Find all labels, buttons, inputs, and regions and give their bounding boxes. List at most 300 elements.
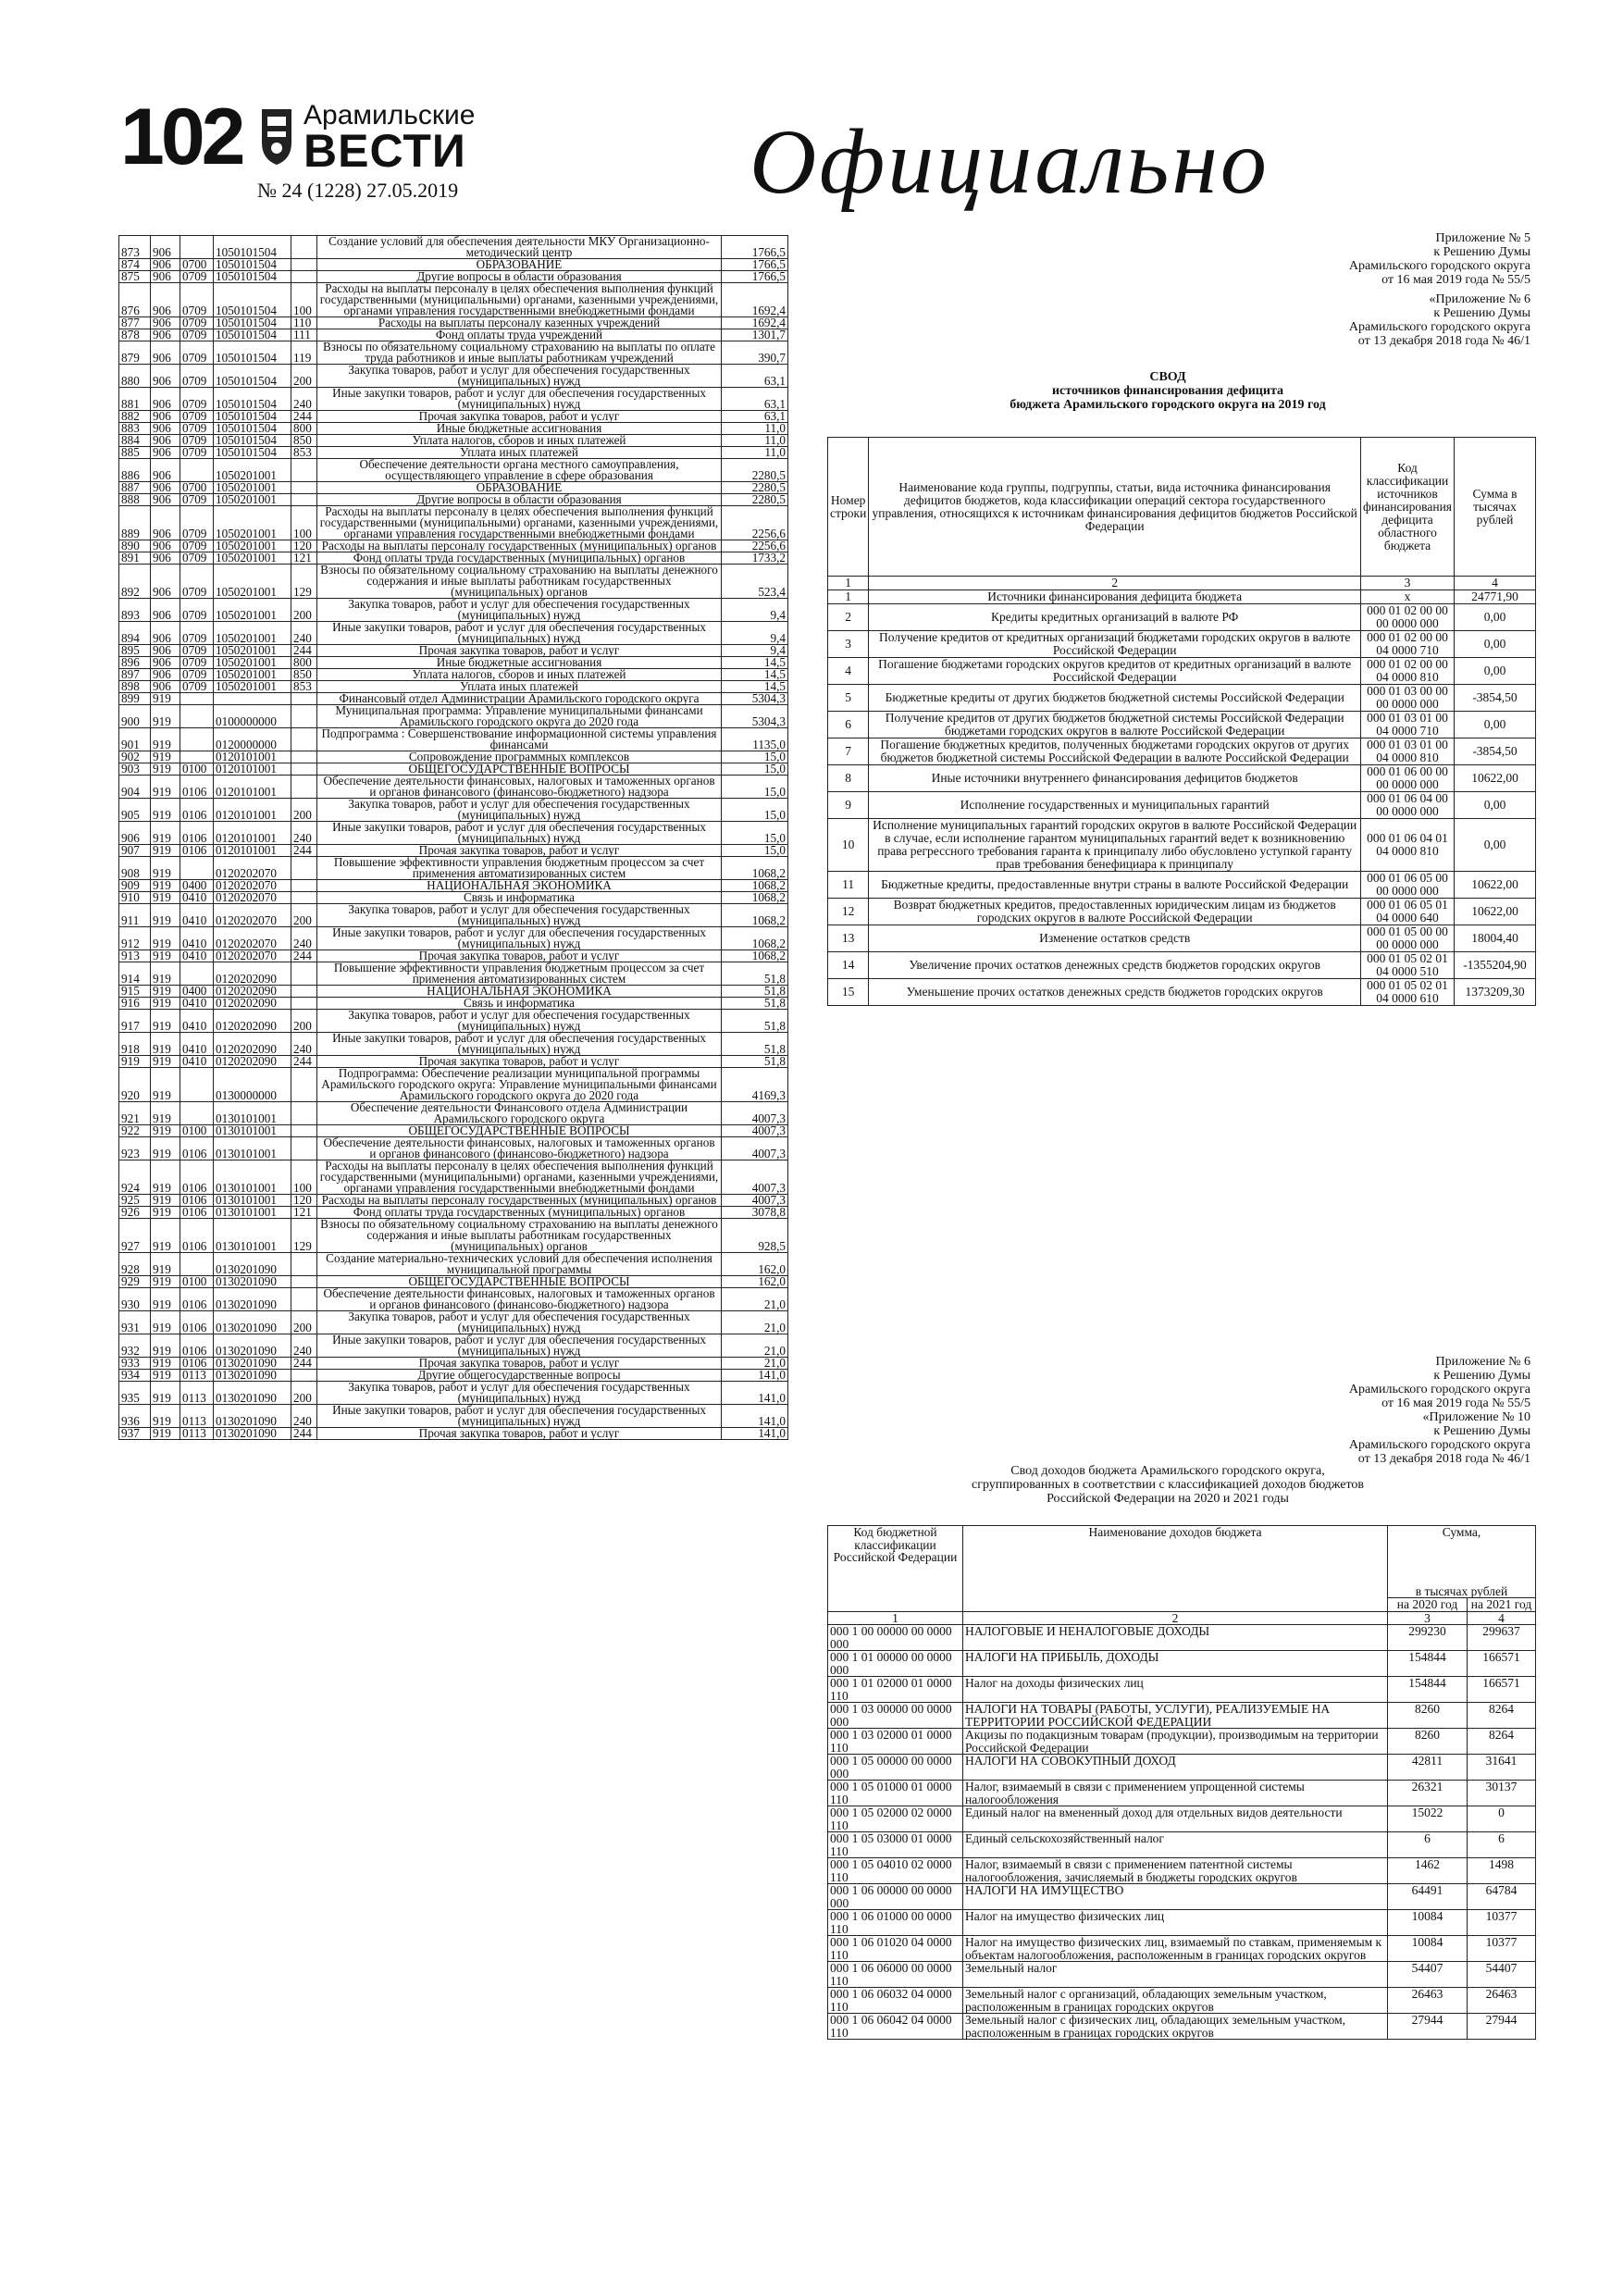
cell: Акцизы по подакцизным товарам (продукции), производимым на территории Российской Федерации (963, 1729, 1388, 1755)
cell: 0410 (180, 1033, 214, 1056)
cell: Изменение остатков средств (869, 925, 1361, 952)
cell: 896 (119, 657, 151, 669)
cell: 000 1 05 04010 02 0000 110 (828, 1858, 963, 1884)
cell: 200 (291, 1311, 317, 1334)
cell: 64491 (1388, 1884, 1468, 1910)
cell: 919 (151, 1288, 180, 1311)
cell: Расходы на выплаты персоналу в целях обеспечения выполнения функций государственными (муниципальными) органами, казенными учреждениями, органами управления государственными внебюджетными фондами (317, 283, 722, 317)
cell: 0106 (180, 822, 214, 845)
column-header: в тысячах рублей (1388, 1585, 1536, 1598)
header-line: от 16 мая 2019 года № 55/5 (1381, 273, 1530, 287)
cell: 1068,2 (722, 892, 788, 904)
cell: Иные закупки товаров, работ и услуг для обеспечения государственных (муниципальных) нужд (317, 1033, 722, 1056)
cell: 27944 (1388, 2014, 1468, 2040)
cell: 0709 (180, 645, 214, 657)
cell: 928 (119, 1253, 151, 1276)
cell: Взносы по обязательному социальному страхованию на выплаты денежного содержания и иные выплаты работникам государственных (муниципальных) органов (317, 1219, 722, 1253)
cell: 906 (151, 565, 180, 599)
cell: 0106 (180, 799, 214, 822)
cell: 000 01 06 04 00 00 0000 000 (1361, 792, 1455, 819)
cell: 1050201001 (214, 552, 291, 565)
cell: 919 (151, 763, 180, 776)
cell: 0,00 (1455, 712, 1536, 738)
budget-row (119, 1102, 788, 1125)
sources-row (828, 872, 1536, 899)
cell: Подпрограмма : Совершенствование информационной системы управления финансами (317, 728, 722, 751)
cell: Единый налог на вмененный доход для отдельных видов деятельности (963, 1806, 1388, 1832)
cell: Закупка товаров, работ и услуг для обеспечения государственных (муниципальных) нужд (317, 1382, 722, 1405)
cell: 919 (151, 880, 180, 892)
revenue-row (828, 1832, 1536, 1858)
cell (180, 705, 214, 728)
cell: 11,0 (722, 423, 788, 435)
cell: 0120101001 (214, 822, 291, 845)
cell: Единый сельскохозяйственный налог (963, 1832, 1388, 1858)
cell: -3854,50 (1455, 685, 1536, 712)
budget-row (119, 365, 788, 388)
cell: 154844 (1388, 1677, 1468, 1703)
cell: 000 1 06 06042 04 0000 110 (828, 2014, 963, 2040)
budget-row (119, 1219, 788, 1253)
cell: 0120101001 (214, 751, 291, 763)
masthead (120, 93, 1490, 213)
cell: 928,5 (722, 1219, 788, 1253)
cell: 919 (151, 705, 180, 728)
cell: 0709 (180, 365, 214, 388)
cell: 902 (119, 751, 151, 763)
budget-row (119, 904, 788, 927)
cell: 914 (119, 962, 151, 986)
cell: 0106 (180, 1137, 214, 1160)
cell: 0709 (180, 283, 214, 317)
cell: НАЛОГИ НА ИМУЩЕСТВО (963, 1884, 1388, 1910)
cell (291, 962, 317, 986)
cell (291, 1137, 317, 1160)
cell (291, 892, 317, 904)
title-line: СВОД (1149, 370, 1186, 384)
cell: 1135,0 (722, 728, 788, 751)
cell: 10084 (1388, 1910, 1468, 1936)
cell: 3 (828, 631, 869, 658)
cell: 1301,7 (722, 329, 788, 341)
cell: 299637 (1468, 1625, 1536, 1651)
cell (291, 728, 317, 751)
cell: 9,4 (722, 622, 788, 645)
cell: 24771,90 (1455, 590, 1536, 604)
cell: 899 (119, 693, 151, 705)
column-header: Сумма, (1388, 1526, 1536, 1585)
cell: 1068,2 (722, 927, 788, 950)
cell: 000 01 02 00 00 04 0000 810 (1361, 658, 1455, 685)
revenue-table (827, 1525, 1536, 2040)
revenue-row (828, 1677, 1536, 1703)
cell: 0120101001 (214, 763, 291, 776)
cell: 904 (119, 776, 151, 799)
cell: 000 01 06 04 01 04 0000 810 (1361, 819, 1455, 872)
cell: 1068,2 (722, 880, 788, 892)
cell: 1050201001 (214, 540, 291, 552)
budget-row (119, 1311, 788, 1334)
cell: Прочая закупка товаров, работ и услуг (317, 845, 722, 857)
revenue-row (828, 1806, 1536, 1832)
cell: 200 (291, 365, 317, 388)
cell: Бюджетные кредиты, предоставленные внутри страны в валюте Российской Федерации (869, 872, 1361, 899)
cell: 0130201090 (214, 1288, 291, 1311)
cell: 000 01 03 00 00 00 0000 000 (1361, 685, 1455, 712)
cell: 200 (291, 1382, 317, 1405)
cell: 1373209,30 (1455, 979, 1536, 1006)
header-line: Арамильского городского округа (1348, 320, 1530, 334)
cell: 11 (828, 872, 869, 899)
cell: 1050201001 (214, 459, 291, 482)
cell: 0709 (180, 669, 214, 681)
cell: 244 (291, 1358, 317, 1370)
cell: Расходы на выплаты персоналу казенных учреждений (317, 317, 722, 329)
cell: 0100 (180, 1276, 214, 1288)
cell: 908 (119, 857, 151, 880)
cell: 141,0 (722, 1405, 788, 1428)
page-number: 102 (120, 93, 242, 181)
column-number: 3 (1388, 1611, 1468, 1625)
cell: 919 (151, 904, 180, 927)
cell: 0130101001 (214, 1125, 291, 1137)
revenue-row (828, 1781, 1536, 1806)
issue-info: № 24 (1228) 27.05.2019 (257, 179, 459, 202)
cell: 26463 (1388, 1988, 1468, 2014)
cell: 0700 (180, 259, 214, 271)
cell: 0,00 (1455, 819, 1536, 872)
cell: 893 (119, 599, 151, 622)
cell (291, 1253, 317, 1276)
cell: 0709 (180, 435, 214, 447)
revenue-row (828, 1625, 1536, 1651)
cell: 10622,00 (1455, 899, 1536, 925)
cell: 240 (291, 1334, 317, 1358)
cell: 906 (151, 411, 180, 423)
header-line: к Решению Думы (1433, 1424, 1530, 1438)
cell: 000 1 05 03000 01 0000 110 (828, 1832, 963, 1858)
cell: Получение кредитов от кредитных организаций бюджетами городских округов в валюте Российской Федерации (869, 631, 1361, 658)
cell: 119 (291, 341, 317, 365)
cell: 18004,40 (1455, 925, 1536, 952)
cell: 906 (151, 681, 180, 693)
cell: 919 (151, 1137, 180, 1160)
cell: 21,0 (722, 1334, 788, 1358)
cell: 1050201001 (214, 494, 291, 506)
cell (180, 857, 214, 880)
cell: 1050101504 (214, 411, 291, 423)
cell: 0130101001 (214, 1102, 291, 1125)
cell: 51,8 (722, 986, 788, 998)
cell: 906 (151, 388, 180, 411)
cell: 121 (291, 552, 317, 565)
cell: 906 (151, 494, 180, 506)
cell: 891 (119, 552, 151, 565)
budget-row (119, 1253, 788, 1276)
cell: 0709 (180, 540, 214, 552)
cell: 4 (828, 658, 869, 685)
cell: 1050101504 (214, 341, 291, 365)
budget-expenditure-table (118, 235, 788, 1440)
budget-row (119, 236, 788, 259)
cell: 3078,8 (722, 1207, 788, 1219)
cell: 31641 (1468, 1755, 1536, 1781)
cell: 1050101504 (214, 423, 291, 435)
cell: 919 (151, 693, 180, 705)
cell: 906 (151, 435, 180, 447)
cell (291, 857, 317, 880)
paper-name-main: ВЕСТИ (304, 125, 466, 177)
cell: 0120101001 (214, 799, 291, 822)
cell: 0113 (180, 1382, 214, 1405)
cell: 883 (119, 423, 151, 435)
cell: 906 (151, 599, 180, 622)
cell: Закупка товаров, работ и услуг для обеспечения государственных (муниципальных) нужд (317, 599, 722, 622)
cell: Другие вопросы в области образования (317, 494, 722, 506)
cell: Уплата налогов, сборов и иных платежей (317, 435, 722, 447)
cell (291, 763, 317, 776)
cell: 934 (119, 1370, 151, 1382)
cell: 919 (151, 950, 180, 962)
cell: 906 (151, 540, 180, 552)
cell: Иные закупки товаров, работ и услуг для обеспечения государственных (муниципальных) нужд (317, 1334, 722, 1358)
cell: Расходы на выплаты персоналу государственных (муниципальных) органов (317, 540, 722, 552)
cell: Налог, взимаемый в связи с применением упрощенной системы налогообложения (963, 1781, 1388, 1806)
cell: 929 (119, 1276, 151, 1288)
column-number: 1 (828, 577, 869, 590)
cell: 0130201090 (214, 1428, 291, 1440)
cell: 0130101001 (214, 1207, 291, 1219)
cell: 240 (291, 622, 317, 645)
cell: 919 (151, 1405, 180, 1428)
sources-row (828, 604, 1536, 631)
revenue-row (828, 1884, 1536, 1910)
cell: 800 (291, 657, 317, 669)
cell (291, 705, 317, 728)
cell: Иные закупки товаров, работ и услуг для обеспечения государственных (муниципальных) нужд (317, 622, 722, 645)
cell: 000 1 03 02000 01 0000 110 (828, 1729, 963, 1755)
cell: 000 1 00 00000 00 0000 000 (828, 1625, 963, 1651)
cell: 881 (119, 388, 151, 411)
cell: 1 (828, 590, 869, 604)
cell: 100 (291, 1160, 317, 1195)
budget-row (119, 1068, 788, 1102)
cell: 0100 (180, 763, 214, 776)
cell: 906 (151, 447, 180, 459)
cell: Иные источники внутреннего финансирования дефицитов бюджетов (869, 765, 1361, 792)
cell: 919 (151, 1068, 180, 1102)
cell: 4007,3 (722, 1125, 788, 1137)
cell: Финансовый отдел Администрации Арамильского городского округа (317, 693, 722, 705)
cell (180, 962, 214, 986)
cell: 877 (119, 317, 151, 329)
cell: 0120101001 (214, 776, 291, 799)
cell: 892 (119, 565, 151, 599)
cell: 919 (151, 751, 180, 763)
cell: Прочая закупка товаров, работ и услуг (317, 1428, 722, 1440)
header-line: Арамильского городского округа (1348, 1438, 1530, 1452)
cell: 1050201001 (214, 681, 291, 693)
cell: 000 01 06 05 00 00 0000 000 (1361, 872, 1455, 899)
cell: 906 (151, 669, 180, 681)
cell: 154844 (1388, 1651, 1468, 1677)
cell: 907 (119, 845, 151, 857)
cell: 4007,3 (722, 1102, 788, 1125)
cell: Земельный налог с организаций, обладающих земельным участком, расположенным в границах городских округов (963, 1988, 1388, 2014)
cell (291, 1068, 317, 1102)
cell: 919 (151, 962, 180, 986)
cell: 935 (119, 1382, 151, 1405)
cell: 21,0 (722, 1311, 788, 1334)
revenue-row (828, 1729, 1536, 1755)
budget-row (119, 822, 788, 845)
cell: 244 (291, 1056, 317, 1068)
cell: 0106 (180, 845, 214, 857)
column-header: Код бюджетной классификации Российской Федерации (828, 1526, 963, 1612)
cell (180, 1253, 214, 1276)
cell: 1498 (1468, 1858, 1536, 1884)
cell: 200 (291, 904, 317, 927)
cell (180, 1068, 214, 1102)
cell (291, 259, 317, 271)
cell: 14,5 (722, 669, 788, 681)
cell: 0120202070 (214, 950, 291, 962)
column-number: 1 (828, 1611, 963, 1625)
cell: 926 (119, 1207, 151, 1219)
cell: 0709 (180, 341, 214, 365)
cell: 906 (151, 283, 180, 317)
cell: 244 (291, 845, 317, 857)
cell (180, 236, 214, 259)
cell: 0130101001 (214, 1195, 291, 1207)
cell: 2256,6 (722, 506, 788, 540)
cell: Исполнение муниципальных гарантий городских округов в валюте Российской Федерации в случае, если исполнение гарантом муниципальных гарантий ведет к возникновению права регрессного требования гаранта к принципалу либо обусловлено уступкой гаранту прав требования бенефициара к принципалу (869, 819, 1361, 872)
cell: 15,0 (722, 776, 788, 799)
cell: 0120202070 (214, 927, 291, 950)
cell: Обеспечение деятельности Финансового отдела Администрации Арамильского городского округа (317, 1102, 722, 1125)
appendix6-title (805, 1464, 1530, 1506)
cell: 930 (119, 1288, 151, 1311)
cell: 0709 (180, 681, 214, 693)
cell: 1050101504 (214, 271, 291, 283)
cell: 0410 (180, 904, 214, 927)
cell: 0120202090 (214, 1010, 291, 1033)
cell: 000 1 06 00000 00 0000 000 (828, 1884, 963, 1910)
column-number: 4 (1468, 1611, 1536, 1625)
revenue-row (828, 1703, 1536, 1729)
cell: 882 (119, 411, 151, 423)
cell: 0709 (180, 388, 214, 411)
cell: 11,0 (722, 435, 788, 447)
cell: 42811 (1388, 1755, 1468, 1781)
cell: 919 (151, 927, 180, 950)
cell: 5304,3 (722, 693, 788, 705)
cell: 919 (151, 1358, 180, 1370)
cell: 919 (151, 1370, 180, 1382)
cell: 0700 (180, 482, 214, 494)
sources-row (828, 765, 1536, 792)
cell: 909 (119, 880, 151, 892)
cell: 5 (828, 685, 869, 712)
cell: 166571 (1468, 1677, 1536, 1703)
appendix5-header (1349, 231, 1530, 348)
cell: 21,0 (722, 1358, 788, 1370)
cell: 0709 (180, 423, 214, 435)
cell (214, 693, 291, 705)
cell: 0709 (180, 506, 214, 540)
cell: 0709 (180, 411, 214, 423)
cell: 51,8 (722, 1010, 788, 1033)
cell: 2256,6 (722, 540, 788, 552)
cell: 0709 (180, 552, 214, 565)
cell (291, 482, 317, 494)
cell: Бюджетные кредиты от других бюджетов бюджетной системы Российской Федерации (869, 685, 1361, 712)
cell (291, 1125, 317, 1137)
cell: 7 (828, 738, 869, 765)
cell: 0709 (180, 599, 214, 622)
cell: 54407 (1388, 1962, 1468, 1988)
cell: 919 (151, 728, 180, 751)
cell: Взносы по обязательному социальному страхованию на выплаты по оплате труда работников и иные выплаты работникам учреждений (317, 341, 722, 365)
revenue-row (828, 2014, 1536, 2040)
cell: 0130201090 (214, 1358, 291, 1370)
cell: Исполнение государственных и муниципальных гарантий (869, 792, 1361, 819)
cell: Налог на имущество физических лиц (963, 1910, 1388, 1936)
cell: 200 (291, 599, 317, 622)
cell: 100 (291, 283, 317, 317)
appendix6-header (1349, 1355, 1530, 1466)
sources-row (828, 925, 1536, 952)
cell: 51,8 (722, 1056, 788, 1068)
cell: 931 (119, 1311, 151, 1334)
cell: 1050101504 (214, 447, 291, 459)
cell: 5304,3 (722, 705, 788, 728)
sources-row (828, 712, 1536, 738)
revenue-row (828, 1910, 1536, 1936)
cell: 000 1 05 00000 00 0000 000 (828, 1755, 963, 1781)
cell: 0120202090 (214, 986, 291, 998)
cell: 901 (119, 728, 151, 751)
cell: 0106 (180, 1219, 214, 1253)
cell: 1050101504 (214, 283, 291, 317)
cell: 63,1 (722, 388, 788, 411)
cell: Земельный налог (963, 1962, 1388, 1988)
title-line: сгруппированных в соответствии с классификацией доходов бюджетов (972, 1478, 1364, 1492)
cell: Земельный налог с физических лиц, обладающих земельным участком, расположенным в границах городских округов (963, 2014, 1388, 2040)
revenue-row (828, 1936, 1536, 1962)
cell: 0106 (180, 1334, 214, 1358)
cell: 880 (119, 365, 151, 388)
cell: 1068,2 (722, 950, 788, 962)
cell: 906 (151, 657, 180, 669)
cell: 10084 (1388, 1936, 1468, 1962)
cell: Создание материально-технических условий для обеспечения исполнения муниципальной программы (317, 1253, 722, 1276)
cell: 390,7 (722, 341, 788, 365)
cell: 000 1 06 06032 04 0000 110 (828, 1988, 963, 2014)
cell: Прочая закупка товаров, работ и услуг (317, 645, 722, 657)
budget-row (119, 1288, 788, 1311)
cell: 240 (291, 822, 317, 845)
budget-row (119, 1137, 788, 1160)
cell: Прочая закупка товаров, работ и услуг (317, 1358, 722, 1370)
cell: 9,4 (722, 645, 788, 657)
budget-row (119, 1160, 788, 1195)
cell: Возврат бюджетных кредитов, предоставленных юридическим лицам из бюджетов городских округов в валюте Российской Федерации (869, 899, 1361, 925)
cell: 0709 (180, 622, 214, 645)
cell: Иные закупки товаров, работ и услуг для обеспечения государственных (муниципальных) нужд (317, 822, 722, 845)
cell: 000 01 03 01 00 04 0000 810 (1361, 738, 1455, 765)
sources-row (828, 738, 1536, 765)
